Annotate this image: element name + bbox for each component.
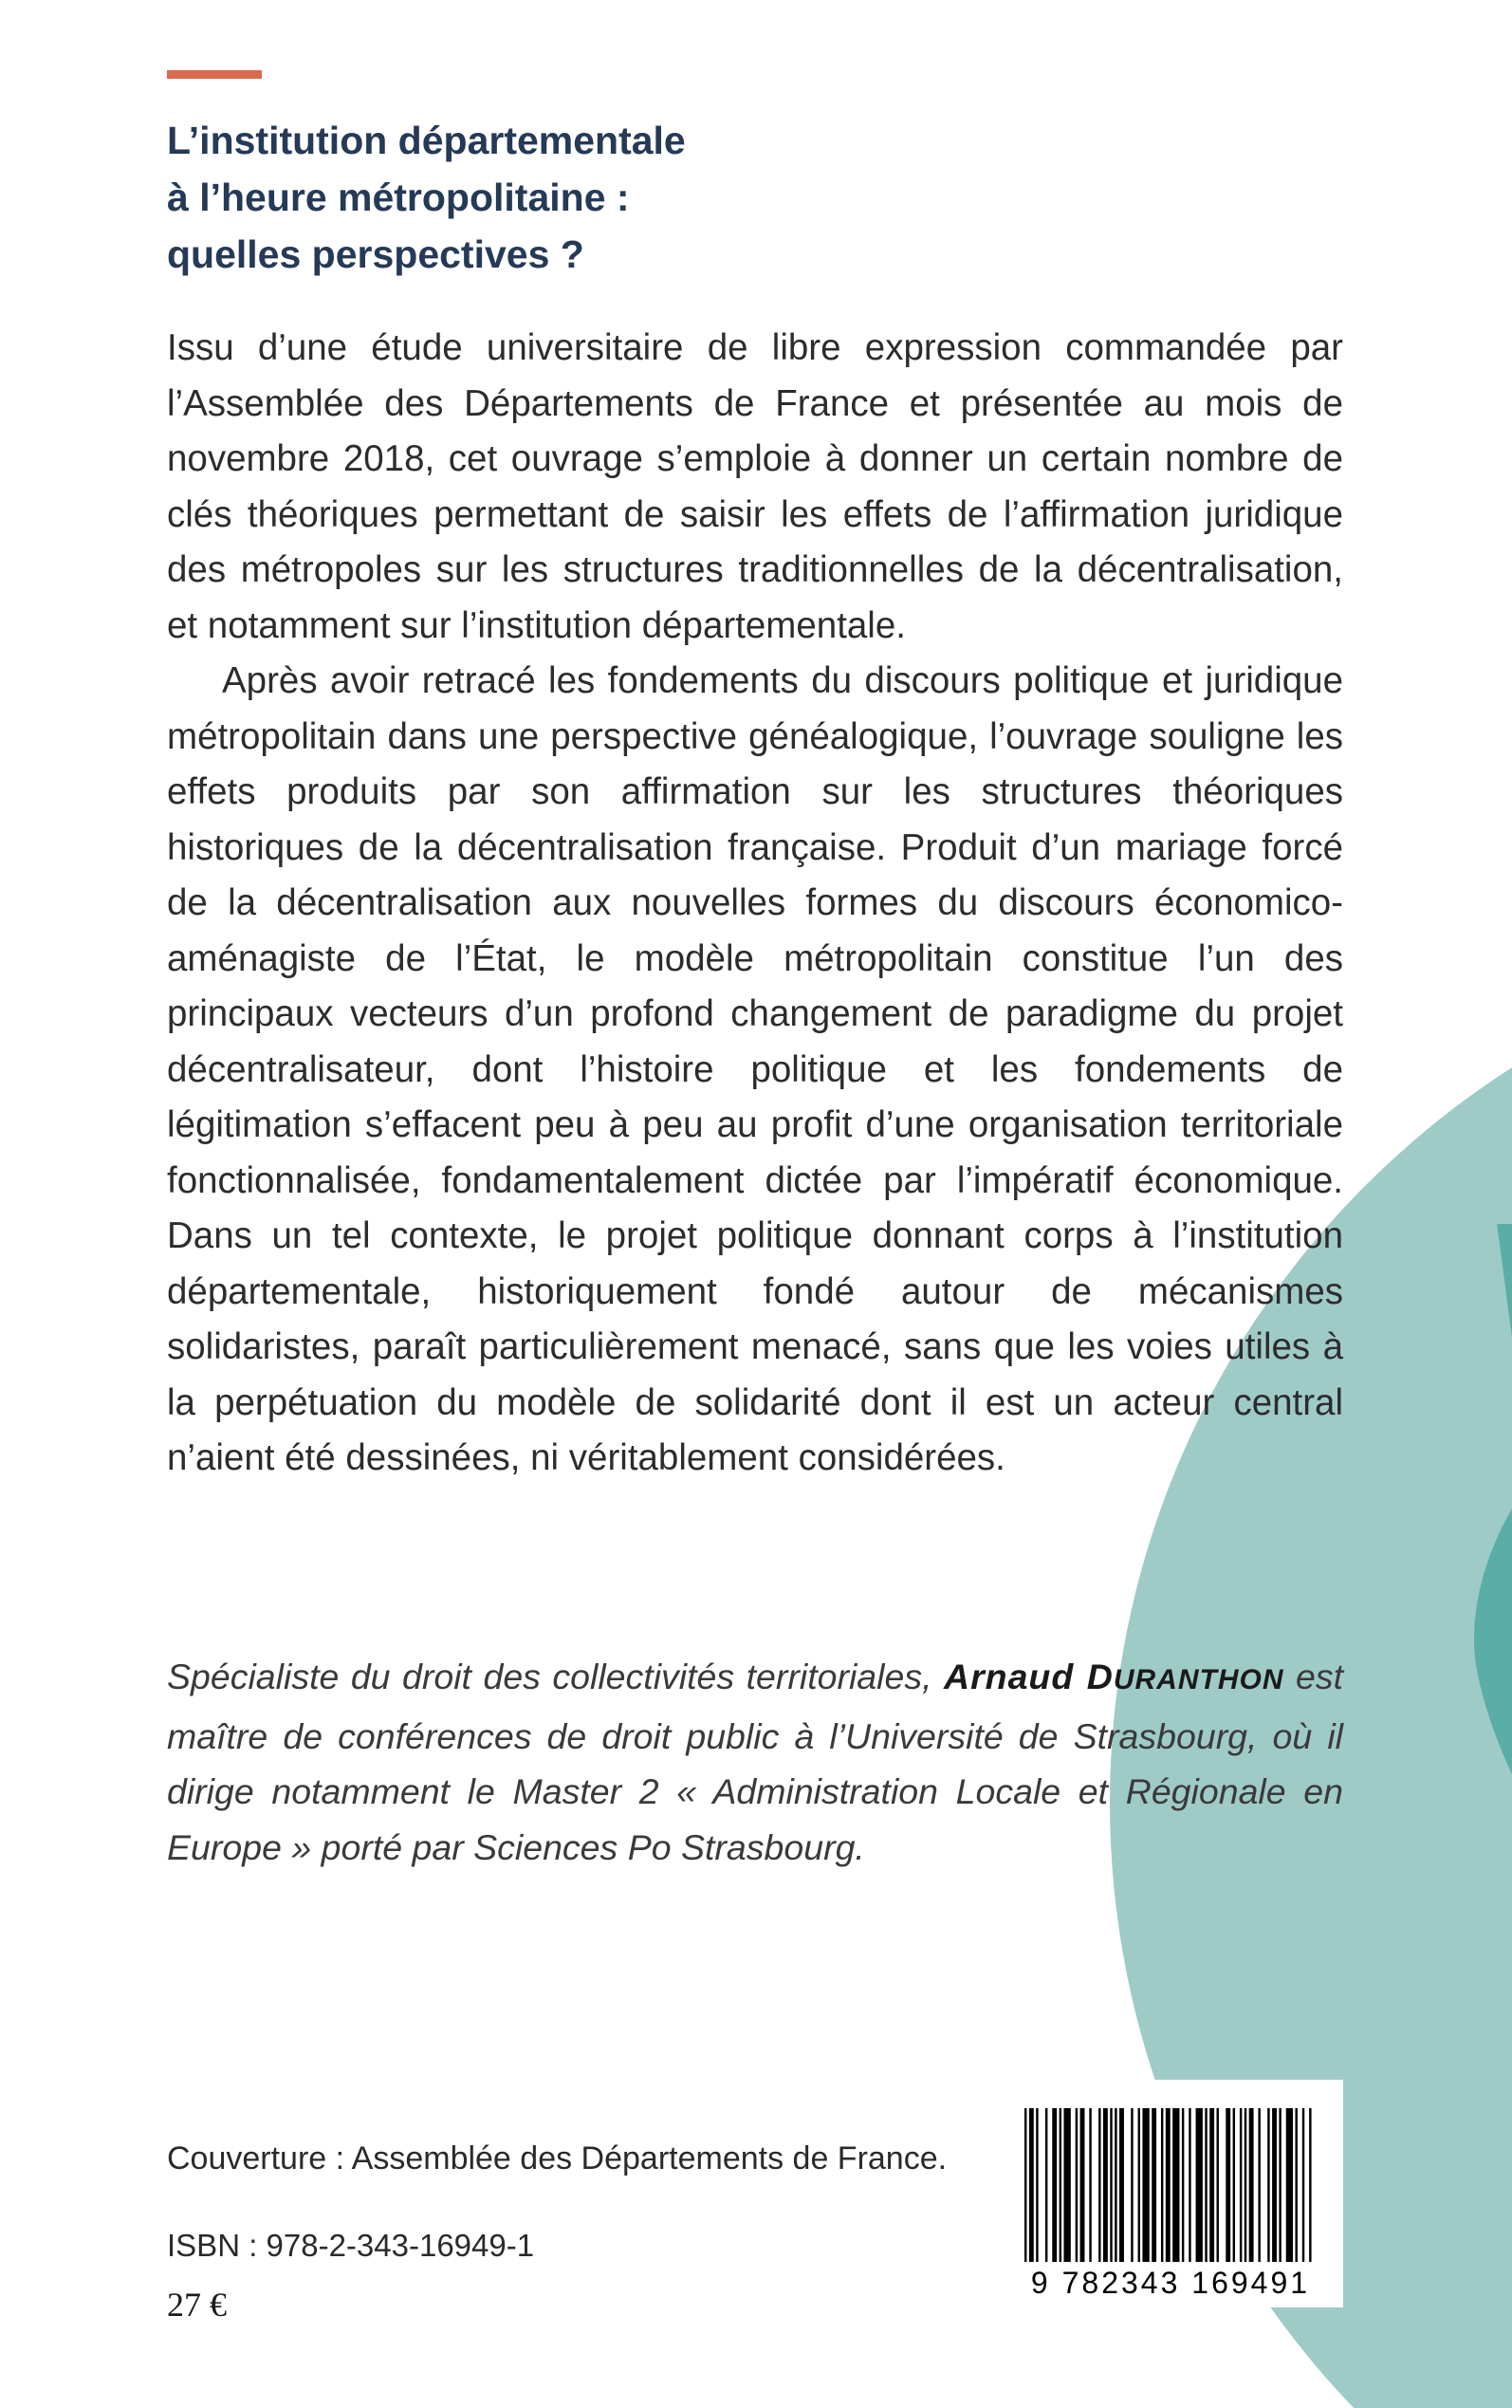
barcode-bar bbox=[1309, 2108, 1311, 2262]
barcode-bar bbox=[1286, 2108, 1293, 2262]
barcode-bar bbox=[1233, 2108, 1235, 2262]
barcode-bar bbox=[1131, 2108, 1133, 2262]
author-bio-intro: Spécialiste du droit des collectivités territoriales, bbox=[167, 1657, 944, 1696]
barcode-bar bbox=[1217, 2108, 1219, 2262]
barcode-bar bbox=[1110, 2108, 1112, 2262]
barcode-bar bbox=[1267, 2108, 1269, 2262]
barcode-bar bbox=[1036, 2108, 1038, 2262]
title-line: quelles perspectives ? bbox=[167, 232, 584, 276]
book-summary bbox=[167, 321, 1343, 1487]
barcode-bar bbox=[1161, 2108, 1163, 2262]
barcode-bar bbox=[1119, 2108, 1124, 2262]
isbn: ISBN : 978-2-343-16949-1 bbox=[167, 2228, 535, 2263]
author-name bbox=[944, 1657, 1283, 1696]
barcode-bar bbox=[1205, 2108, 1207, 2262]
barcode-bar bbox=[1166, 2108, 1171, 2262]
barcode-bar bbox=[1142, 2108, 1149, 2262]
author-bio-text bbox=[167, 1649, 1343, 1875]
barcode-bar bbox=[1024, 2108, 1026, 2262]
barcode-bar bbox=[1045, 2108, 1047, 2262]
author-bio-rest: est maître de conférences de droit public à l’Université de Strasbourg, où il dirige notamment le Master 2 « Administration Locale et Régionale en Europe » porté par Sciences Po Strasbourg. bbox=[167, 1657, 1343, 1867]
barcode-bar bbox=[1052, 2108, 1057, 2262]
barcode-bar bbox=[1172, 2108, 1179, 2262]
barcode-bar bbox=[1115, 2108, 1116, 2262]
author-last-rest: URANTHON bbox=[1113, 1664, 1284, 1695]
accent-bar bbox=[167, 70, 262, 79]
barcode-box bbox=[998, 2080, 1343, 2307]
author-bio bbox=[167, 1649, 1343, 1875]
barcode-digits: 9 782343 169491 bbox=[1030, 2266, 1311, 2300]
barcode-bar bbox=[1029, 2108, 1034, 2262]
barcode-bar bbox=[1098, 2108, 1100, 2262]
barcode-bar bbox=[1189, 2108, 1190, 2262]
book-title bbox=[167, 112, 926, 283]
barcode-bar bbox=[1249, 2108, 1254, 2262]
author-first-name: Arnaud bbox=[944, 1657, 1075, 1696]
barcode-bar bbox=[1103, 2108, 1108, 2262]
barcode-bar bbox=[1138, 2108, 1140, 2262]
summary-paragraph: Après avoir retracé les fondements du discours politique et juridique métropolitain dans une perspective généalogique, l’ouvrage souligne les effets produits par son affirmation sur les structures théoriques historiques de la décentralisation française. Produit d’un mariage forcé de la décentralisation aux nouvelles formes du discours économico-aménagiste de l’État, le modèle métropolitain constitue l’un des principaux vecteurs d’un profond changement de paradigme du projet décentralisateur, dont l’histoire politique et les fondements de légitimation s’effacent peu à peu au profit d’une organisation territoriale fonctionnalisée, fondamentalement dictée par l’impératif économique. Dans un tel contexte, le projet politique donnant corps à l’institution départementale, historiquement fondé autour de mécanismes solidaristes, paraît particulièrement menacé, sans que les voies utiles à la perpétuation du modèle de solidarité dont il est un acteur central n’aient été dessinées, ni véritablement considérées. bbox=[167, 660, 1343, 1478]
barcode-bar bbox=[1240, 2108, 1242, 2262]
barcode-bar bbox=[1076, 2108, 1078, 2262]
barcode-bar bbox=[1209, 2108, 1214, 2262]
barcode-bar bbox=[1196, 2108, 1203, 2262]
barcode-bar bbox=[1258, 2108, 1260, 2262]
barcode-bar bbox=[1295, 2108, 1297, 2262]
barcode-bar bbox=[1182, 2108, 1184, 2262]
author-last-initial: D bbox=[1086, 1657, 1114, 1696]
barcode-bar bbox=[1060, 2108, 1061, 2262]
barcode-bar bbox=[1080, 2108, 1085, 2262]
barcode-bar bbox=[1063, 2108, 1070, 2262]
summary-paragraph: Issu d’une étude universitaire de libre expression commandée par l’Assemblée des Départements de France et présentée au mois de novembre 2018, cet ouvrage s’emploie à donner un certain nombre de clés théoriques permettant de saisir les effets de l’affirmation juridique des métropoles sur les structures traditionnelles de la décentralisation, et notamment sur l’institution départementale. bbox=[167, 327, 1343, 646]
cover-credit: Couverture : Assemblée des Départements de France. bbox=[167, 2140, 948, 2176]
barcode-bar bbox=[1089, 2108, 1091, 2262]
barcode-bar bbox=[1152, 2108, 1156, 2262]
title-line: L’institution départementale bbox=[167, 119, 686, 162]
barcode-bar bbox=[1272, 2108, 1277, 2262]
barcode-bar bbox=[1302, 2108, 1304, 2262]
title-line: à l’heure métropolitaine : bbox=[167, 176, 630, 219]
barcode-bar bbox=[1226, 2108, 1230, 2262]
barcode-bar bbox=[1279, 2108, 1281, 2262]
barcode-bar bbox=[1245, 2108, 1246, 2262]
price: 27 € bbox=[167, 2286, 227, 2324]
barcode-icon bbox=[1024, 2108, 1314, 2262]
